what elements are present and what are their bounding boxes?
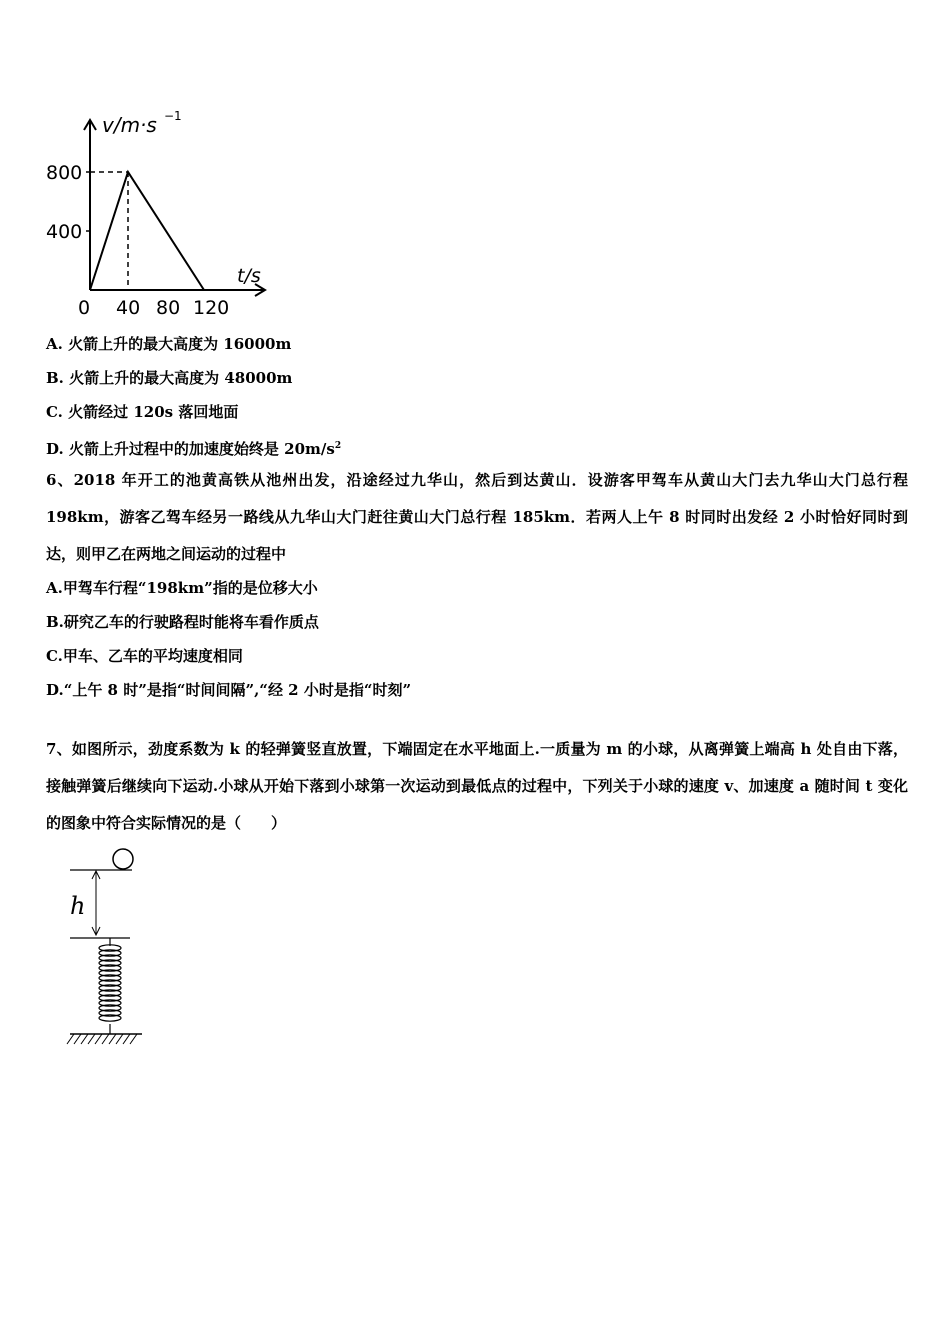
- x-tick-label-120: 120: [193, 297, 230, 319]
- ground-hatch-stroke: [95, 1034, 102, 1044]
- y-axis-label: v/m·s: [102, 113, 157, 137]
- q5-option-b: B. 火箭上升的最大高度为 48000m: [46, 369, 293, 387]
- ground-hatch-stroke: [130, 1034, 137, 1044]
- y-tick-label-800: 800: [46, 162, 83, 184]
- q6-option-d: D.“上午 8 时”是指“时间间隔”,“经 2 小时是指“时刻”: [46, 681, 412, 699]
- q7-stem: 7、如图所示，劲度系数为 k 的轻弹簧竖直放置，下端固定在水平地面上.一质量为 m 的小球，从离弹簧上端高 h 处自由下落，接触弹簧后继续向下运动.小球从开始下落到小球第一次运动到最低点的过程中，下列关于小球的速度 v、加速度 a 随时间 t 变化的图象中符合实际情况的是（ ）: [46, 740, 908, 832]
- x-tick-label-80: 80: [156, 297, 181, 319]
- q6-stem: 6、2018 年开工的池黄高铁从池州出发，沿途经过九华山，然后到达黄山．设游客甲驾车从黄山大门去九华山大门总行程 198km，游客乙驾车经另一路线从九华山大门赶往黄山大门总行程 185km．若两人上午 8 时同时出发经 2 小时恰好同时到达，则甲乙在两地之间运动的过程中: [46, 471, 908, 563]
- spring-coils: [99, 945, 121, 1021]
- height-label: h: [70, 892, 86, 920]
- q5-option-a: A. 火箭上升的最大高度为 16000m: [46, 335, 292, 353]
- q6-option-b: B.研究乙车的行驶路程时能将车看作质点: [46, 613, 319, 631]
- x-tick-label-0: 0: [78, 297, 91, 319]
- velocity-time-chart: [40, 100, 280, 322]
- velocity-series-line: [90, 172, 204, 290]
- ground-hatch-stroke: [67, 1034, 74, 1044]
- x-axis-label: t/s: [237, 265, 261, 287]
- q6-option-c: C.甲车、乙车的平均速度相同: [46, 647, 243, 665]
- ground-hatch-stroke: [123, 1034, 130, 1044]
- q5-option-c: C. 火箭经过 120s 落回地面: [46, 403, 239, 421]
- ground-hatch-stroke: [81, 1034, 88, 1044]
- ground-hatch-stroke: [88, 1034, 95, 1044]
- y-tick-label-400: 400: [46, 221, 83, 243]
- q5-option-d: [46, 436, 341, 459]
- ball: [113, 849, 133, 869]
- ground-hatch-stroke: [116, 1034, 123, 1044]
- ground-hatch-stroke: [102, 1034, 109, 1044]
- spring-ball-figure: [60, 842, 160, 1052]
- q5-option-d-superscript: 2: [334, 441, 342, 451]
- q5-option-d-text: D. 火箭上升过程中的加速度始终是 20m/s: [46, 440, 335, 458]
- x-tick-label-40: 40: [116, 297, 141, 319]
- ground-hatch-stroke: [74, 1034, 81, 1044]
- y-axis-label-exponent: −1: [164, 109, 182, 123]
- q6-option-a: A.甲驾车行程“198km”指的是位移大小: [46, 579, 318, 597]
- ground-hatching: [67, 1034, 137, 1044]
- ground-hatch-stroke: [109, 1034, 116, 1044]
